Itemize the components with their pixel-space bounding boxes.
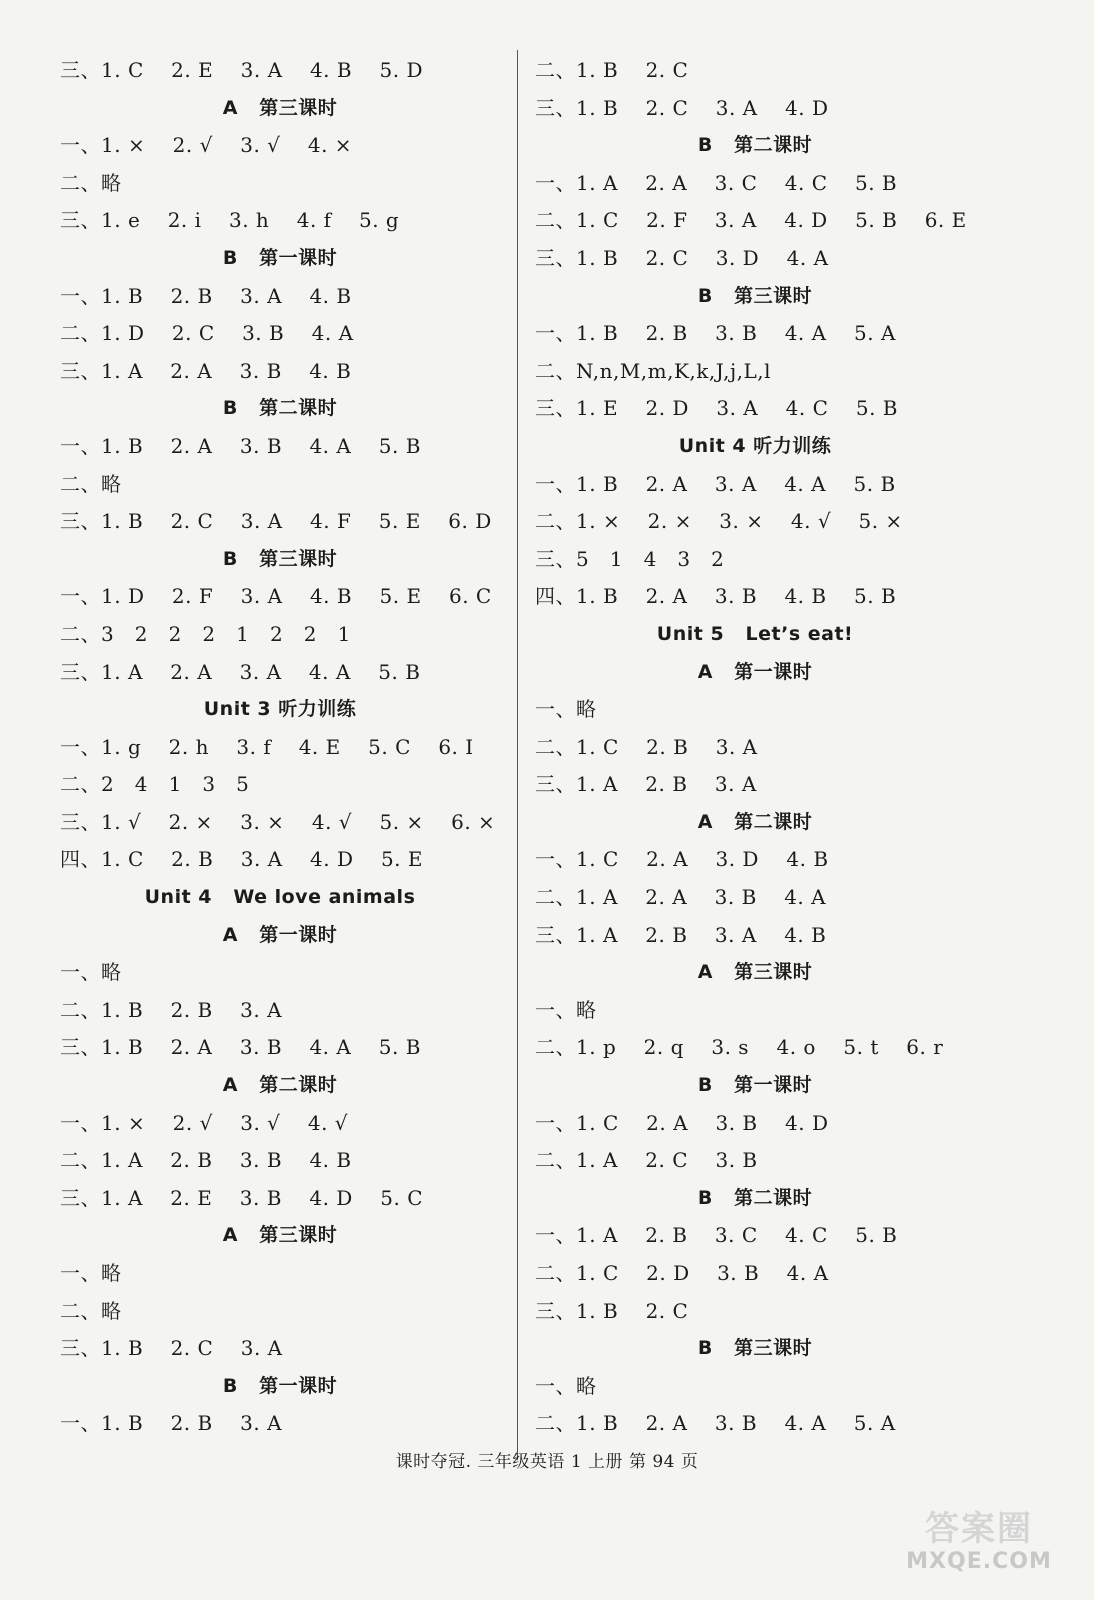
answer-line: 四、1. B 2. A 3. B 4. B 5. B bbox=[535, 584, 897, 609]
answer-line: 三、1. B 2. C 3. D 4. A bbox=[535, 245, 829, 270]
section-heading: B 第一课时 bbox=[222, 246, 338, 269]
answer-line: 一、1. D 2. F 3. A 4. B 5. E 6. C bbox=[60, 584, 492, 609]
section-heading: Unit 5 Let’s eat! bbox=[656, 622, 854, 645]
answer-line: 一、略 bbox=[60, 960, 122, 985]
section-heading: A 第一课时 bbox=[697, 660, 813, 683]
answer-line: 三、1. B 2. C 3. A bbox=[60, 1336, 283, 1361]
answer-line: 一、略 bbox=[60, 1261, 122, 1285]
answer-line: 三、1. A 2. B 3. A 4. B bbox=[535, 922, 827, 947]
section-heading: B 第二课时 bbox=[697, 134, 813, 157]
answer-line: 二、1. A 2. B 3. B 4. B bbox=[60, 1148, 352, 1173]
section-heading: Unit 4 We love animals bbox=[144, 886, 416, 909]
answer-line: 一、略 bbox=[535, 1373, 597, 1398]
answer-line: 三、1. E 2. D 3. A 4. C 5. B bbox=[535, 396, 898, 421]
answer-line: 二、1. C 2. D 3. B 4. A bbox=[535, 1261, 829, 1285]
answer-line: 一、1. B 2. A 3. A 4. A 5. B bbox=[535, 471, 896, 496]
section-heading: Unit 4 听力训练 bbox=[678, 434, 832, 457]
section-heading: B 第三课时 bbox=[222, 547, 338, 570]
section-heading: B 第二课时 bbox=[222, 397, 338, 420]
section-heading: A 第三课时 bbox=[697, 961, 813, 984]
answer-line: 一、1. × 2. √ 3. √ 4. √ bbox=[60, 1110, 349, 1135]
answer-line: 三、1. A 2. B 3. A bbox=[535, 772, 757, 797]
answer-line: 一、略 bbox=[535, 697, 597, 722]
answer-line: 三、1. B 2. A 3. B 4. A 5. B bbox=[60, 1035, 421, 1060]
section-heading: A 第三课时 bbox=[222, 96, 338, 119]
answer-line: 一、1. B 2. A 3. B 4. A 5. B bbox=[60, 433, 421, 458]
answer-line: 三、1. √ 2. × 3. × 4. √ 5. × 6. × bbox=[60, 809, 496, 834]
section-heading: B 第三课时 bbox=[697, 284, 813, 307]
section-heading: A 第一课时 bbox=[222, 923, 338, 946]
answer-line: 二、1. × 2. × 3. × 4. √ 5. × bbox=[535, 509, 903, 534]
section-heading: B 第一课时 bbox=[697, 1074, 813, 1097]
answer-line: 三、1. A 2. A 3. B 4. B bbox=[60, 358, 352, 383]
answer-line: 二、1. C 2. F 3. A 4. D 5. B 6. E bbox=[535, 208, 967, 233]
answer-line: 三、1. A 2. A 3. A 4. A 5. B bbox=[60, 659, 421, 684]
answer-line: 二、N,n,M,m,K,k,J,j,L,l bbox=[535, 358, 772, 383]
watermark-title: 答案圈 bbox=[925, 1509, 1033, 1549]
section-heading: A 第三课时 bbox=[222, 1224, 338, 1247]
answer-line: 二、3 2 2 2 1 2 2 1 bbox=[60, 621, 351, 646]
answer-line: 一、1. B 2. B 3. A bbox=[60, 1411, 283, 1436]
answer-line: 三、1. B 2. C 3. A 4. F 5. E 6. D bbox=[60, 509, 492, 534]
column-divider bbox=[517, 50, 518, 1460]
answer-line: 二、1. B 2. C bbox=[535, 58, 689, 82]
watermark-url: MXQE.COM bbox=[906, 1549, 1052, 1574]
answer-line: 一、1. g 2. h 3. f 4. E 5. C 6. I bbox=[60, 734, 474, 759]
answer-line: 二、2 4 1 3 5 bbox=[60, 772, 250, 797]
answer-line: 三、1. C 2. E 3. A 4. B 5. D bbox=[60, 58, 423, 82]
answer-line: 三、5 1 4 3 2 bbox=[535, 546, 725, 571]
page-footer: 课时夺冠. 三年级英语 1 上册 第 94 页 bbox=[395, 1452, 699, 1472]
answer-line: 三、1. e 2. i 3. h 4. f 5. g bbox=[60, 208, 400, 233]
section-heading: B 第三课时 bbox=[697, 1337, 813, 1360]
answer-line: 二、1. B 2. A 3. B 4. A 5. A bbox=[535, 1411, 896, 1436]
answer-line: 二、1. B 2. B 3. A bbox=[60, 997, 283, 1022]
answer-line: 一、1. C 2. A 3. D 4. B bbox=[535, 847, 829, 872]
answer-line: 二、1. D 2. C 3. B 4. A bbox=[60, 321, 354, 346]
answer-line: 三、1. B 2. C bbox=[535, 1298, 689, 1323]
section-heading: A 第二课时 bbox=[222, 1074, 338, 1097]
answer-line: 三、1. A 2. E 3. B 4. D 5. C bbox=[60, 1185, 423, 1210]
answer-line: 二、1. A 2. A 3. B 4. A bbox=[535, 885, 827, 910]
section-heading: B 第二课时 bbox=[697, 1186, 813, 1209]
answer-line: 一、1. C 2. A 3. B 4. D bbox=[535, 1110, 829, 1135]
watermark-logo bbox=[894, 1502, 1064, 1582]
section-heading: B 第一课时 bbox=[222, 1374, 338, 1397]
answer-line: 二、略 bbox=[60, 170, 122, 195]
answer-line: 一、1. B 2. B 3. B 4. A 5. A bbox=[535, 321, 896, 346]
answer-line: 一、1. A 2. A 3. C 4. C 5. B bbox=[535, 170, 898, 195]
answer-line: 二、略 bbox=[60, 1298, 122, 1323]
answer-line: 二、略 bbox=[60, 471, 122, 496]
answer-line: 二、1. p 2. q 3. s 4. o 5. t 6. r bbox=[535, 1035, 944, 1060]
answer-line: 四、1. C 2. B 3. A 4. D 5. E bbox=[60, 847, 423, 872]
answer-line: 二、1. A 2. C 3. B bbox=[535, 1148, 758, 1173]
section-heading: A 第二课时 bbox=[697, 810, 813, 833]
answer-line: 一、1. B 2. B 3. A 4. B bbox=[60, 283, 352, 308]
answer-line: 一、略 bbox=[535, 997, 597, 1022]
answer-line: 二、1. C 2. B 3. A bbox=[535, 734, 758, 759]
section-heading: Unit 3 听力训练 bbox=[203, 698, 357, 721]
answer-line: 三、1. B 2. C 3. A 4. D bbox=[535, 95, 829, 120]
answer-line: 一、1. A 2. B 3. C 4. C 5. B bbox=[535, 1223, 898, 1248]
right-column bbox=[535, 52, 975, 1443]
left-column bbox=[60, 52, 500, 1443]
answer-line: 一、1. × 2. √ 3. √ 4. × bbox=[60, 133, 353, 158]
